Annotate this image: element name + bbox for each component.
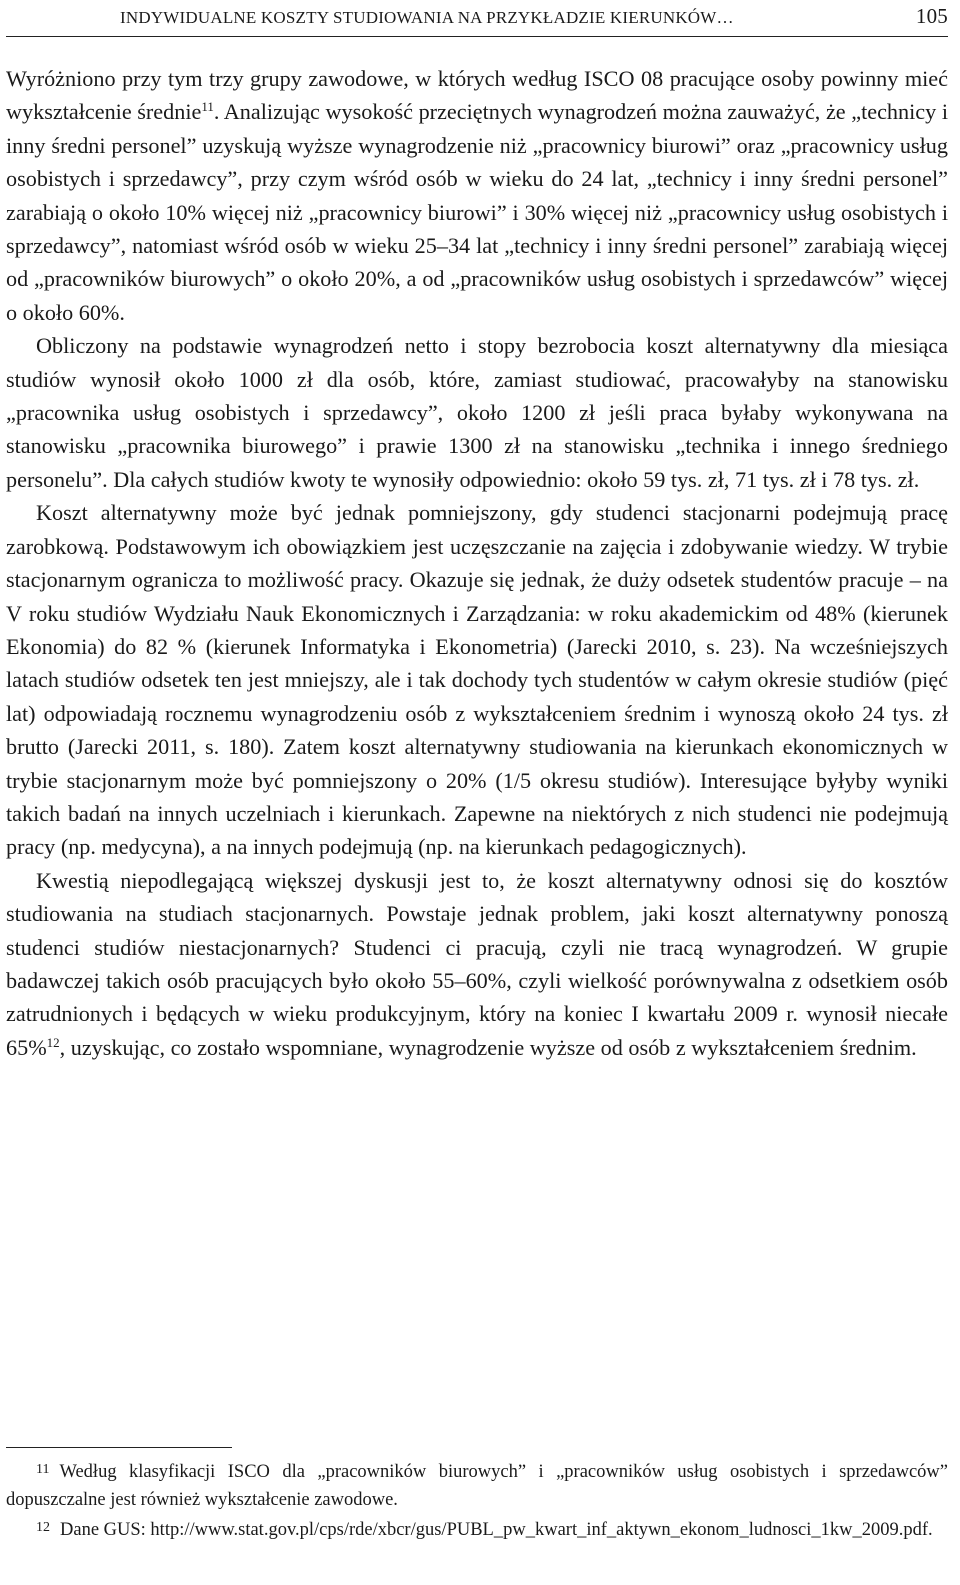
footnote-12-text: Dane GUS: http://www.stat.gov.pl/cps/rde/xbcr/gus/PUBL_pw_kwart_inf_aktywn_ekonom_ludnosci_1kw_2009.pdf. — [60, 1520, 933, 1540]
footnote-11-text: Według klasyfikacji ISCO dla „pracowników biurowych” i „pracowników usług osobistych i sprzedawców” dopuszczalne jest również wykształcenie zawodowe. — [6, 1462, 948, 1510]
paragraph-3: Koszt alternatywny może być jednak pomniejszony, gdy studenci stacjonarni podejmują pracę zarobkową. Podstawowym ich obowiązkiem jest uczęszczanie na zajęcia i zdobywanie wiedzy. W trybie stacjonarnym ogranicza to możliwość pracy. Okazuje się jednak, że duży odsetek studentów pracuje – na V roku studiów Wydziału Nauk Ekonomicznych i Zarządzania: w roku akademickim od 48% (kierunek Ekonomia) do 82 % (kierunek Informatyka i Ekonometria) (Jarecki 2010, s. 23). Na wcześniejszych latach studiów odsetek ten jest mniejszy, ale i tak dochody tych studentów w całym okresie studiów (pięć lat) odpowiadają rocznemu wynagrodzeniu osób z wykształceniem średnim i wynoszą około 24 tys. zł brutto (Jarecki 2011, s. 180). Zatem koszt alternatywny studiowania na kierunkach ekonomicznych w trybie stacjonarnym może być pomniejszony o 20% (1/5 okresu studiów). Interesujące byłyby wyniki takich badań na innych uczelniach i kierunkach. Zapewne na niektórych z nich studenci nie podejmują pracy (np. medycyna), a na innych podejmują (np. na kierunkach pedagogicznych). — [6, 500, 948, 860]
running-header — [120, 6, 948, 30]
footnote-11-mark: 11 — [36, 1462, 50, 1477]
paragraph-1 — [6, 62, 948, 329]
paragraph-4-text-end: , uzyskując, co zostało wspomniane, wynagrodzenie wyższe od osób z wykształceniem średnim. — [59, 1034, 917, 1060]
page-number: 105 — [915, 4, 948, 28]
footnotes — [6, 1456, 948, 1545]
footnote-ref-12: 12 — [46, 1034, 60, 1050]
running-title: INDYWIDUALNE KOSZTY STUDIOWANIA NA PRZYKŁADZIE KIERUNKÓW… — [120, 8, 734, 27]
paragraph-4-text-start: Kwestią niepodlegającą większej dyskusji jest to, że koszt alternatywny odnosi się do kosztów studiowania na studiach stacjonarnych. Powstaje jednak problem, jaki koszt alternatywny ponoszą studenci studiów niestacjonarnych? Studenci ci pracują, czyli nie tracą wynagrodzeń. W grupie badawczej takich osób pracujących było około 55–60%, czyli wielkość porównywalna z odsetkiem osób zatrudnionych i będących w wieku produkcyjnym, który na koniec I kwartału 2009 r. wynosił niecałe 65% — [6, 867, 948, 1060]
header-rule — [6, 36, 948, 37]
paragraph-1-text-end: . Analizując wysokość przeciętnych wynagrodzeń można zauważyć, że „technicy i inny średni personel” uzyskują wyższe wynagrodzenie niż „pracownicy biurowi” oraz „pracownicy usług osobistych i sprzedawcy”, przy czym wśród osób w wieku do 24 lat, „technicy i inny średni personel” zarabiają o około 10% więcej niż „pracownicy biurowi” i 30% więcej niż „pracownicy usług osobistych i sprzedawcy”, natomiast wśród osób w wieku 25–34 lat „technicy i inny średni personel” zarabiają więcej od „pracowników biurowych” o około 20%, a od „pracowników usług osobistych i sprzedawców” więcej o około 60%. — [6, 99, 948, 325]
footnote-rule — [6, 1447, 232, 1448]
footnote-12 — [6, 1514, 948, 1545]
paragraph-1-text-start: Wyróżniono przy tym trzy grupy zawodowe, w których według ISCO 08 pracujące osoby powinny mieć wykształcenie średnie — [6, 66, 948, 125]
footnote-ref-11: 11 — [201, 99, 214, 115]
footnote-12-mark: 12 — [36, 1520, 50, 1535]
paragraph-4 — [6, 864, 948, 1064]
footnote-11 — [6, 1456, 948, 1514]
body-text — [6, 62, 948, 1064]
paragraph-2: Obliczony na podstawie wynagrodzeń netto i stopy bezrobocia koszt alternatywny dla miesiąca studiów wynosił około 1000 zł dla osób, które, zamiast studiować, pracowałyby na stanowisku „pracownika usług osobistych i sprzedawcy”, około 1200 zł jeśli praca byłaby wykonywana na stanowisku „pracownika biurowego” i prawie 1300 zł na stanowisku „technika i innego średniego personelu”. Dla całych studiów kwoty te wynosiły odpowiednio: około 59 tys. zł, 71 tys. zł i 78 tys. zł. — [6, 333, 948, 492]
